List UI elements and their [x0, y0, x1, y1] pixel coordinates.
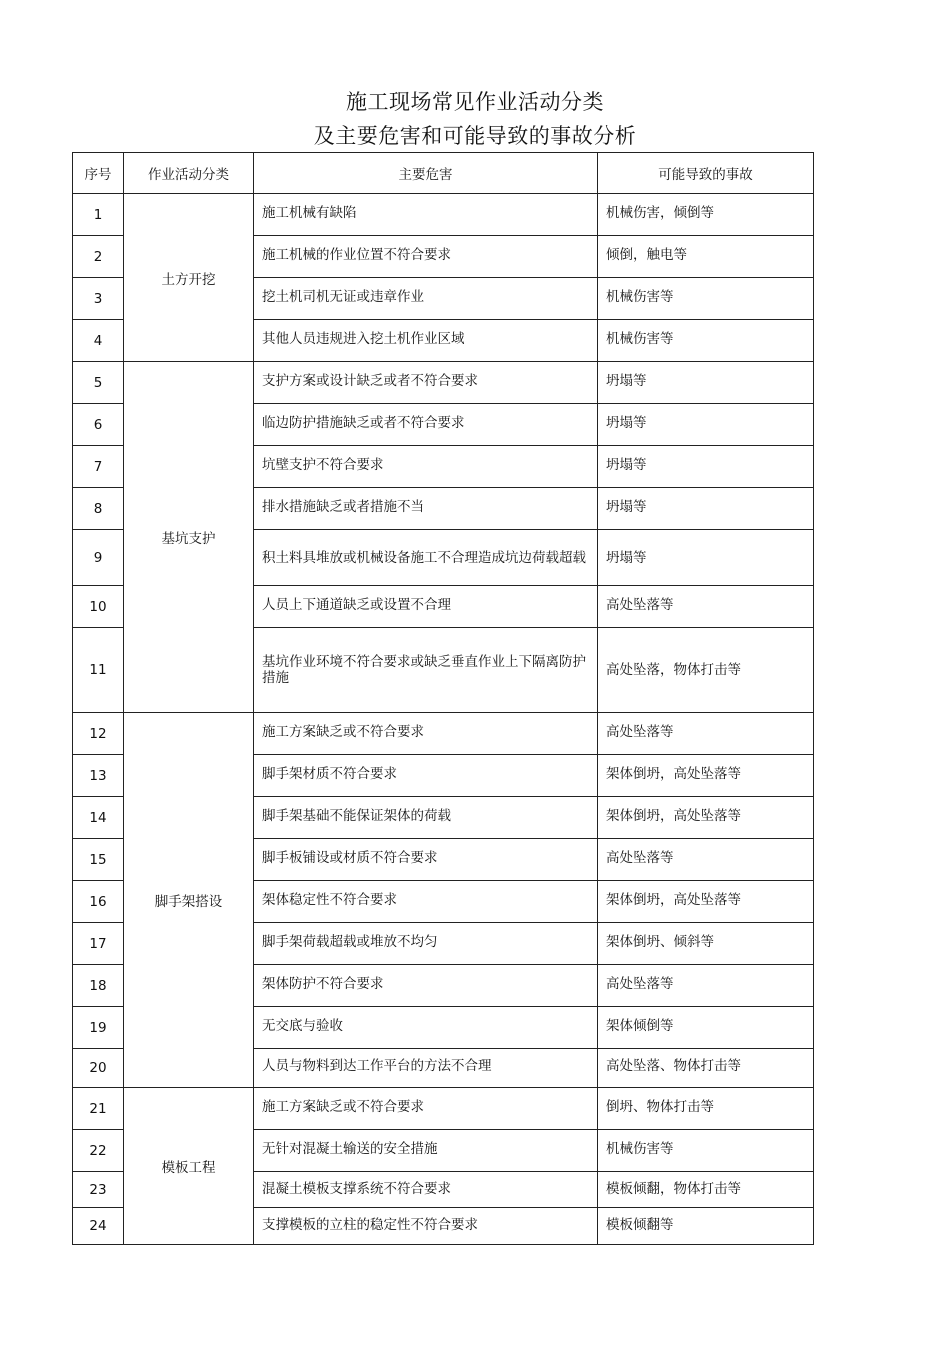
- possible-accident: 高处坠落等: [598, 965, 814, 1007]
- main-hazard: 人员上下通道缺乏或设置不合理: [254, 586, 598, 628]
- header-category: 作业活动分类: [124, 153, 254, 194]
- main-hazard: 脚手架基础不能保证架体的荷载: [254, 797, 598, 839]
- possible-accident: 坍塌等: [598, 530, 814, 586]
- main-hazard: 架体稳定性不符合要求: [254, 881, 598, 923]
- table-row: [73, 1088, 814, 1130]
- row-number: 11: [73, 628, 124, 713]
- possible-accident: 模板倾翻等: [598, 1208, 814, 1245]
- possible-accident: 机械伤害等: [598, 1130, 814, 1172]
- row-number: 6: [73, 404, 124, 446]
- possible-accident: 坍塌等: [598, 488, 814, 530]
- possible-accident: 架体倒坍，高处坠落等: [598, 797, 814, 839]
- main-hazard: 施工机械的作业位置不符合要求: [254, 236, 598, 278]
- row-number: 15: [73, 839, 124, 881]
- possible-accident: 坍塌等: [598, 446, 814, 488]
- row-number: 18: [73, 965, 124, 1007]
- header-no: 序号: [73, 153, 124, 194]
- activity-category: 模板工程: [124, 1088, 254, 1245]
- row-number: 14: [73, 797, 124, 839]
- main-hazard: 挖土机司机无证或违章作业: [254, 278, 598, 320]
- row-number: 7: [73, 446, 124, 488]
- row-number: 12: [73, 713, 124, 755]
- row-number: 1: [73, 194, 124, 236]
- table-header-row: [73, 153, 814, 194]
- row-number: 22: [73, 1130, 124, 1172]
- main-hazard: 支护方案或设计缺乏或者不符合要求: [254, 362, 598, 404]
- possible-accident: 高处坠落等: [598, 839, 814, 881]
- main-hazard: 坑壁支护不符合要求: [254, 446, 598, 488]
- main-hazard: 施工方案缺乏或不符合要求: [254, 713, 598, 755]
- possible-accident: 坍塌等: [598, 362, 814, 404]
- table-row: [73, 713, 814, 755]
- row-number: 21: [73, 1088, 124, 1130]
- possible-accident: 架体倒坍、倾斜等: [598, 923, 814, 965]
- main-hazard: 临边防护措施缺乏或者不符合要求: [254, 404, 598, 446]
- main-hazard: 其他人员违规进入挖土机作业区域: [254, 320, 598, 362]
- main-hazard: 人员与物料到达工作平台的方法不合理: [254, 1049, 598, 1088]
- possible-accident: 高处坠落、物体打击等: [598, 1049, 814, 1088]
- row-number: 13: [73, 755, 124, 797]
- possible-accident: 模板倾翻，物体打击等: [598, 1172, 814, 1208]
- possible-accident: 倾倒，触电等: [598, 236, 814, 278]
- main-hazard: 脚手架荷载超载或堆放不均匀: [254, 923, 598, 965]
- main-hazard: 脚手架材质不符合要求: [254, 755, 598, 797]
- possible-accident: 倒坍、物体打击等: [598, 1088, 814, 1130]
- row-number: 8: [73, 488, 124, 530]
- possible-accident: 架体倒坍，高处坠落等: [598, 881, 814, 923]
- main-hazard: 架体防护不符合要求: [254, 965, 598, 1007]
- main-hazard: 积土料具堆放或机械设备施工不合理造成坑边荷载超载: [254, 530, 598, 586]
- row-number: 3: [73, 278, 124, 320]
- possible-accident: 架体倾倒等: [598, 1007, 814, 1049]
- possible-accident: 机械伤害等: [598, 320, 814, 362]
- possible-accident: 坍塌等: [598, 404, 814, 446]
- possible-accident: 高处坠落等: [598, 586, 814, 628]
- document-title-line2: 及主要危害和可能导致的事故分析: [313, 124, 637, 148]
- row-number: 17: [73, 923, 124, 965]
- row-number: 24: [73, 1208, 124, 1245]
- row-number: 19: [73, 1007, 124, 1049]
- main-hazard: 混凝土模板支撑系统不符合要求: [254, 1172, 598, 1208]
- row-number: 20: [73, 1049, 124, 1088]
- activity-category: 土方开挖: [124, 194, 254, 362]
- header-accident: 可能导致的事故: [598, 153, 814, 194]
- row-number: 9: [73, 530, 124, 586]
- table-row: [73, 362, 814, 404]
- possible-accident: 架体倒坍，高处坠落等: [598, 755, 814, 797]
- main-hazard: 无交底与验收: [254, 1007, 598, 1049]
- possible-accident: 高处坠落，物体打击等: [598, 628, 814, 713]
- document-title-line1: 施工现场常见作业活动分类: [346, 90, 604, 114]
- table-row: [73, 194, 814, 236]
- row-number: 16: [73, 881, 124, 923]
- activity-category: 脚手架搭设: [124, 713, 254, 1088]
- possible-accident: 机械伤害，倾倒等: [598, 194, 814, 236]
- main-hazard: 排水措施缺乏或者措施不当: [254, 488, 598, 530]
- row-number: 5: [73, 362, 124, 404]
- row-number: 4: [73, 320, 124, 362]
- row-number: 2: [73, 236, 124, 278]
- main-hazard: 脚手板铺设或材质不符合要求: [254, 839, 598, 881]
- main-hazard: 基坑作业环境不符合要求或缺乏垂直作业上下隔离防护措施: [254, 628, 598, 713]
- main-hazard: 施工方案缺乏或不符合要求: [254, 1088, 598, 1130]
- row-number: 10: [73, 586, 124, 628]
- header-hazard: 主要危害: [254, 153, 598, 194]
- activity-category: 基坑支护: [124, 362, 254, 713]
- main-hazard: 施工机械有缺陷: [254, 194, 598, 236]
- main-hazard: 无针对混凝土输送的安全措施: [254, 1130, 598, 1172]
- possible-accident: 机械伤害等: [598, 278, 814, 320]
- hazard-analysis-table: [72, 152, 814, 1245]
- main-hazard: 支撑模板的立柱的稳定性不符合要求: [254, 1208, 598, 1245]
- row-number: 23: [73, 1172, 124, 1208]
- possible-accident: 高处坠落等: [598, 713, 814, 755]
